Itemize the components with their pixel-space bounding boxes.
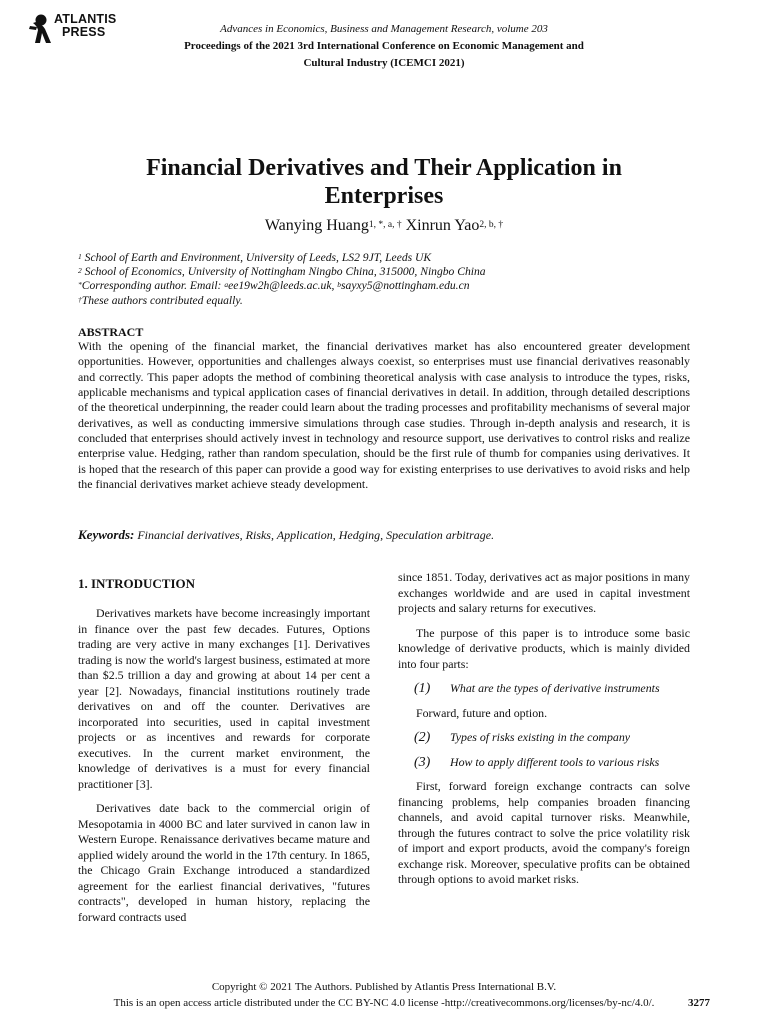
right-column xyxy=(398,570,690,888)
list-text: What are the types of derivative instruments xyxy=(450,681,660,695)
list-number: (3) xyxy=(414,754,431,770)
paragraph: since 1851. Today, derivatives act as major positions in many exchanges worldwide and are used in capital investment projects and salary returns for executives. xyxy=(398,570,690,615)
author-name: Wanying Huang xyxy=(264,217,369,234)
abstract-heading: ABSTRACT xyxy=(78,325,144,339)
page-footer xyxy=(40,979,728,1011)
author-superscript: 2, b, † xyxy=(479,220,504,230)
paper-title xyxy=(60,154,708,210)
list-item xyxy=(398,755,690,771)
abstract-body: With the opening of the financial market, the financial derivatives market has also encountered greater development opportunities. However, opportunities and challenges always coexist, so enterprises must use financial derivatives reasonably and correctly. This paper adopts the method of combining theoretical analysis with case analysis to introduce the types, risks, applicable mechanisms and typical application cases of financial derivatives in detail. In addition, through detailed descriptions of the theoretical underpinning, the reader could learn about the trading processes and profitability mechanisms of several major derivatives, as well as conducting immersive simulations through case studies. Through in-depth analysis and research, it is concluded that enterprises should actively invest in technology and resource support, use derivatives to control risks and realize enterprise value. Hedging, rather than random speculation, should be the first rule of thumb for companies using derivatives. It is hoped that the research of this paper can provide a good way for existing enterprises to use derivatives to avoid risks and help the financial derivatives market achieve steady development. xyxy=(78,339,690,492)
license-notice: This is an open access article distributed under the CC BY-NC 4.0 license -http://creativecommons.org/licenses/by-nc/4.0/. xyxy=(113,997,655,1009)
list-text: Types of risks existing in the company xyxy=(450,730,631,744)
affiliation-marker: † xyxy=(78,294,82,304)
corresponding-author xyxy=(78,279,698,293)
section-heading: 1. INTRODUCTION xyxy=(78,576,196,591)
keywords-value: Financial derivatives, Risks, Application, Hedging, Speculation arbitrage. xyxy=(137,528,495,542)
paragraph: The purpose of this paper is to introduce some basic knowledge of derivative products, which is mainly divided into four parts: xyxy=(398,625,690,671)
paragraph: Derivatives date back to the commercial origin of Mesopotamia in 4000 BC and later survived in canon law in Western Europe. Renaissance derivatives became mature and applied widely around the world in the 17th century. In 1865, the Chicago Grain Exchange introduced a standardized agreement for the earliest financial derivatives, "futures contracts", developed in human history, replacing the forward contracts used xyxy=(78,801,370,924)
list-item xyxy=(398,730,690,746)
affiliation-1 xyxy=(78,251,698,265)
list-number: (1) xyxy=(414,681,431,696)
affiliation-marker: 2 xyxy=(78,266,82,276)
keywords xyxy=(78,527,698,543)
keywords-label: Keywords: xyxy=(78,527,135,542)
atlas-figure-icon xyxy=(28,14,52,44)
affiliation-marker: * xyxy=(78,280,82,290)
author-name: Xinrun Yao xyxy=(405,217,480,234)
list-subtext: Forward, future and option. xyxy=(416,705,548,720)
email-link[interactable]: ee19w2h@leeds.ac.uk, xyxy=(228,279,338,293)
equal-contribution-note xyxy=(78,294,698,308)
affiliation-marker: 1 xyxy=(78,252,82,261)
email-marker: b xyxy=(337,280,342,290)
title-line-2: Enterprises xyxy=(324,183,444,209)
affiliation-2 xyxy=(78,265,698,279)
paragraph: Derivatives markets have become increasingly important in finance over the past few decades. Futures, Options trading are very active in many exchanges [1]. Derivatives trading is now the world's largest business, estimated at more than $2.5 trillion a day and growing at about 14 per cent a year [2]. Nowadays, financial institutions routinely trade derivatives on and off the counter. Derivatives are incorporated into securities, used in capital investment projects or as incentives and rewards for corporate executives. In the current market environment, the knowledge of derivatives is a must for every financial practitioner [3]. xyxy=(78,606,370,791)
affiliation-text: School of Earth and Environment, University of Leeds, LS2 9JT, Leeds UK xyxy=(84,251,432,264)
author-superscript: 1, *, a, † xyxy=(368,220,402,230)
page-number: 3277 xyxy=(688,997,710,1009)
abstract-section xyxy=(78,325,690,492)
proceedings-title xyxy=(150,38,618,72)
journal-name: Advances in Economics, Business and Management Research, volume 203 xyxy=(220,23,548,35)
email-link[interactable]: sayxy5@nottingham.edu.cn xyxy=(341,279,470,293)
list-item xyxy=(398,681,690,697)
left-column xyxy=(78,572,370,925)
corresponding-label: Corresponding author. Email: xyxy=(81,279,225,293)
publisher-logo xyxy=(28,12,128,46)
running-header xyxy=(150,22,618,72)
affiliation-text: School of Economics, University of Nottingham Ningbo China, 315000, Ningbo China xyxy=(84,265,486,279)
author-list xyxy=(60,216,708,236)
paragraph: First, forward foreign exchange contracts can solve financing problems, help companies broaden financing channels, and avoid capital turnover risks. Meanwhile, through the futures contract to solve the price volatility risk of import and export products, avoid the company's foreign exchange risk. Moreover, speculative profits can be obtained through options to avoid market risks. xyxy=(398,779,690,886)
list-text: How to apply different tools to various risks xyxy=(450,754,660,769)
copyright-notice: Copyright © 2021 The Authors. Published by Atlantis Press International B.V. xyxy=(211,981,557,993)
equal-contribution-text: These authors contributed equally. xyxy=(81,293,243,307)
title-line-1: Financial Derivatives and Their Application in xyxy=(146,155,622,181)
affiliations xyxy=(78,251,698,308)
email-marker: a xyxy=(224,280,229,290)
logo-text-line2: PRESS xyxy=(62,25,106,39)
proceedings-line-1: Proceedings of the 2021 3rd International Conference on Economic Management and xyxy=(184,40,584,52)
logo-text-line1: ATLANTIS xyxy=(54,12,117,26)
list-number: (2) xyxy=(414,730,431,745)
proceedings-line-2: Cultural Industry (ICEMCI 2021) xyxy=(303,57,465,69)
